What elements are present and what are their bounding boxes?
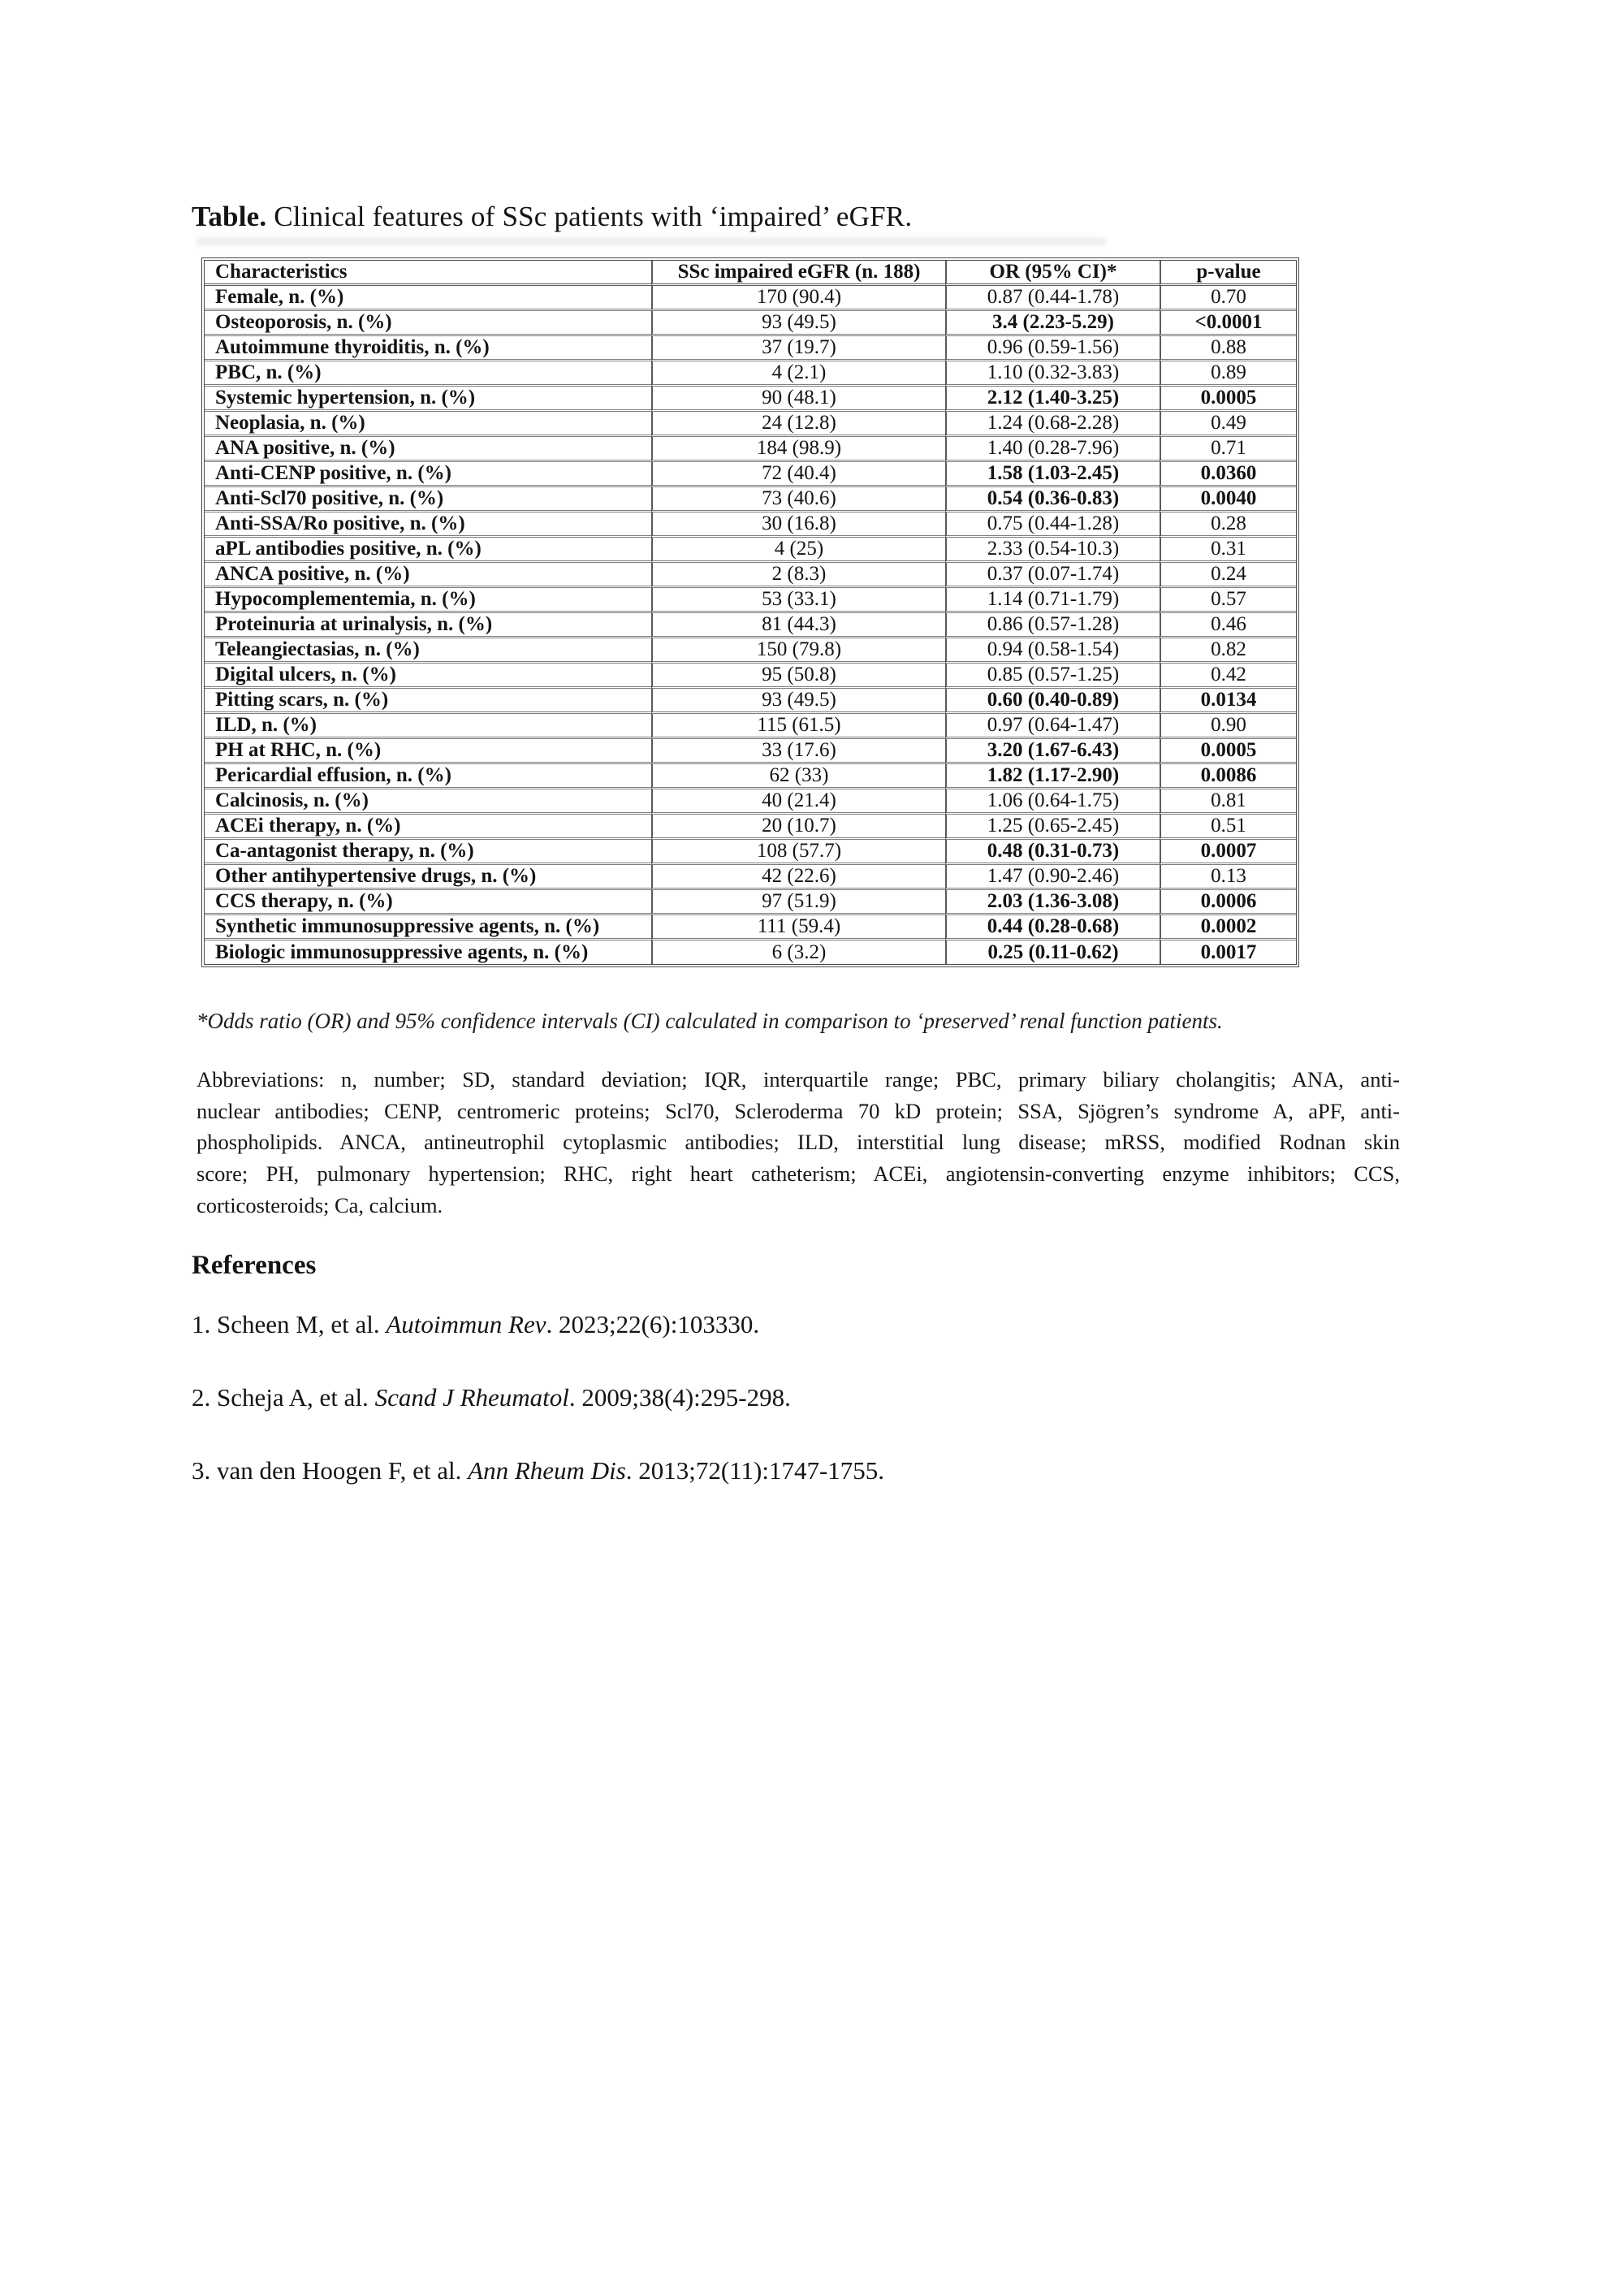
or-ci-cell: 0.37 (0.07-1.74) — [945, 563, 1160, 588]
table-row — [205, 437, 1296, 462]
or-ci-cell: 1.82 (1.17-2.90) — [945, 764, 1160, 789]
p-value-cell: 0.28 — [1160, 512, 1296, 538]
table-row — [205, 462, 1296, 487]
table-title — [192, 200, 912, 234]
or-ci-cell: 3.20 (1.67-6.43) — [945, 739, 1160, 764]
characteristic-cell: Synthetic immunosuppressive agents, n. (%) — [205, 915, 651, 940]
or-ci-cell: 1.25 (0.65-2.45) — [945, 815, 1160, 840]
or-ci-cell: 0.54 (0.36-0.83) — [945, 487, 1160, 512]
header-characteristics: Characteristics — [205, 261, 651, 286]
reference-journal: Autoimmun Rev — [386, 1310, 546, 1338]
table-row — [205, 664, 1296, 689]
table-footnote: *Odds ratio (OR) and 95% confidence intervals (CI) calculated in comparison to ‘preserved’ renal function patients. — [197, 1009, 1223, 1033]
or-ci-cell: 0.60 (0.40-0.89) — [945, 689, 1160, 714]
or-ci-cell: 0.25 (0.11-0.62) — [945, 940, 1160, 964]
p-value-cell: 0.51 — [1160, 815, 1296, 840]
abbreviation-line: nuclear antibodies; CENP, centromeric proteins; Scl70, Scleroderma 70 kD protein; SSA, Sjögren’s syndrome A, aPF, anti- — [197, 1098, 1400, 1123]
characteristic-cell: Pitting scars, n. (%) — [205, 689, 651, 714]
table-row — [205, 739, 1296, 764]
n-percent-cell: 42 (22.6) — [651, 865, 945, 890]
table-body — [205, 286, 1296, 964]
or-ci-cell: 1.06 (0.64-1.75) — [945, 789, 1160, 815]
table-row — [205, 890, 1296, 915]
header-p-value: p-value — [1160, 261, 1296, 286]
characteristic-cell: Pericardial effusion, n. (%) — [205, 764, 651, 789]
characteristic-cell: Calcinosis, n. (%) — [205, 789, 651, 815]
or-ci-cell: 0.96 (0.59-1.56) — [945, 336, 1160, 361]
p-value-cell: 0.82 — [1160, 638, 1296, 664]
or-ci-cell: 1.24 (0.68-2.28) — [945, 412, 1160, 437]
p-value-cell: 0.49 — [1160, 412, 1296, 437]
references-list — [192, 1309, 1410, 1529]
reference-authors: 1. Scheen M, et al. — [192, 1310, 387, 1338]
table-row — [205, 563, 1296, 588]
characteristic-cell: Osteoporosis, n. (%) — [205, 311, 651, 336]
table-row — [205, 387, 1296, 412]
table-row — [205, 789, 1296, 815]
p-value-cell: 0.0005 — [1160, 387, 1296, 412]
n-percent-cell: 40 (21.4) — [651, 789, 945, 815]
or-ci-cell: 2.33 (0.54-10.3) — [945, 538, 1160, 563]
characteristic-cell: CCS therapy, n. (%) — [205, 890, 651, 915]
reference-item — [192, 1455, 1410, 1486]
n-percent-cell: 90 (48.1) — [651, 387, 945, 412]
characteristic-cell: Anti-SSA/Ro positive, n. (%) — [205, 512, 651, 538]
characteristic-cell: aPL antibodies positive, n. (%) — [205, 538, 651, 563]
n-percent-cell: 81 (44.3) — [651, 613, 945, 638]
n-percent-cell: 97 (51.9) — [651, 890, 945, 915]
abbreviation-line: corticosteroids; Ca, calcium. — [197, 1192, 443, 1217]
abbreviations — [197, 1064, 1400, 1222]
reference-item — [192, 1309, 1410, 1340]
p-value-cell: 0.89 — [1160, 361, 1296, 387]
table-row — [205, 361, 1296, 387]
n-percent-cell: 37 (19.7) — [651, 336, 945, 361]
n-percent-cell: 115 (61.5) — [651, 714, 945, 739]
reference-journal: Ann Rheum Dis — [468, 1456, 626, 1485]
abbreviation-line: phospholipids. ANCA, antineutrophil cytoplasmic antibodies; ILD, interstitial lung disease; mRSS, modified Rodnan skin — [197, 1130, 1400, 1155]
reference-citation: . 2009;38(4):295-298. — [568, 1383, 791, 1412]
n-percent-cell: 93 (49.5) — [651, 689, 945, 714]
header-ssc-impaired-egfr: SSc impaired eGFR (n. 188) — [651, 261, 945, 286]
abbreviation-line: score; PH, pulmonary hypertension; RHC, right heart catheterism; ACEi, angiotensin-converting enzyme inhibitors; CCS, — [197, 1161, 1400, 1187]
p-value-cell: 0.70 — [1160, 286, 1296, 311]
p-value-cell: <0.0001 — [1160, 311, 1296, 336]
table-row — [205, 865, 1296, 890]
p-value-cell: 0.0017 — [1160, 940, 1296, 964]
table-row — [205, 915, 1296, 940]
characteristic-cell: ANA positive, n. (%) — [205, 437, 651, 462]
or-ci-cell: 1.40 (0.28-7.96) — [945, 437, 1160, 462]
characteristic-cell: Systemic hypertension, n. (%) — [205, 387, 651, 412]
characteristic-cell: Anti-CENP positive, n. (%) — [205, 462, 651, 487]
n-percent-cell: 184 (98.9) — [651, 437, 945, 462]
table-row — [205, 815, 1296, 840]
n-percent-cell: 108 (57.7) — [651, 840, 945, 865]
or-ci-cell: 0.75 (0.44-1.28) — [945, 512, 1160, 538]
p-value-cell: 0.0002 — [1160, 915, 1296, 940]
n-percent-cell: 72 (40.4) — [651, 462, 945, 487]
n-percent-cell: 33 (17.6) — [651, 739, 945, 764]
reference-authors: 3. van den Hoogen F, et al. — [192, 1456, 469, 1485]
p-value-cell: 0.57 — [1160, 588, 1296, 613]
n-percent-cell: 93 (49.5) — [651, 311, 945, 336]
p-value-cell: 0.46 — [1160, 613, 1296, 638]
n-percent-cell: 2 (8.3) — [651, 563, 945, 588]
p-value-cell: 0.24 — [1160, 563, 1296, 588]
table-row — [205, 714, 1296, 739]
characteristic-cell: ACEi therapy, n. (%) — [205, 815, 651, 840]
reference-citation: . 2023;22(6):103330. — [546, 1310, 760, 1338]
references-heading: References — [192, 1251, 317, 1280]
scan-artifact — [197, 237, 1106, 246]
characteristic-cell: Proteinuria at urinalysis, n. (%) — [205, 613, 651, 638]
clinical-features-table — [201, 257, 1299, 967]
characteristic-cell: Biologic immunosuppressive agents, n. (%) — [215, 940, 589, 963]
or-ci-cell: 1.10 (0.32-3.83) — [945, 361, 1160, 387]
table-row — [205, 512, 1296, 538]
table-row — [205, 336, 1296, 361]
reference-authors: 2. Scheja A, et al. — [192, 1383, 375, 1412]
characteristic-cell: Anti-Scl70 positive, n. (%) — [205, 487, 651, 512]
table-row — [205, 487, 1296, 512]
or-ci-cell: 1.14 (0.71-1.79) — [945, 588, 1160, 613]
n-percent-cell: 170 (90.4) — [651, 286, 945, 311]
table-row — [205, 286, 1296, 311]
n-percent-cell: 24 (12.8) — [651, 412, 945, 437]
table-row — [205, 613, 1296, 638]
p-value-cell: 0.0007 — [1160, 840, 1296, 865]
or-ci-cell: 0.85 (0.57-1.25) — [945, 664, 1160, 689]
n-percent-cell: 150 (79.8) — [651, 638, 945, 664]
or-ci-cell: 0.86 (0.57-1.28) — [945, 613, 1160, 638]
table-row — [205, 311, 1296, 336]
characteristic-cell: Neoplasia, n. (%) — [205, 412, 651, 437]
reference-journal: Scand J Rheumatol — [374, 1383, 569, 1412]
n-percent-cell: 6 (3.2) — [651, 940, 945, 964]
table-title-label: Table. — [192, 201, 267, 232]
p-value-cell: 0.88 — [1160, 336, 1296, 361]
p-value-cell: 0.0040 — [1160, 487, 1296, 512]
characteristic-cell: PH at RHC, n. (%) — [205, 739, 651, 764]
n-percent-cell: 30 (16.8) — [651, 512, 945, 538]
or-ci-cell: 0.87 (0.44-1.78) — [945, 286, 1160, 311]
characteristic-cell: Other antihypertensive drugs, n. (%) — [205, 865, 651, 890]
table-row — [205, 840, 1296, 865]
n-percent-cell: 62 (33) — [651, 764, 945, 789]
p-value-cell: 0.42 — [1160, 664, 1296, 689]
reference-citation: . 2013;72(11):1747-1755. — [625, 1456, 885, 1485]
or-ci-cell: 1.58 (1.03-2.45) — [945, 462, 1160, 487]
characteristic-cell: Hypocomplementemia, n. (%) — [205, 588, 651, 613]
p-value-cell: 0.0006 — [1160, 890, 1296, 915]
p-value-cell: 0.81 — [1160, 789, 1296, 815]
n-percent-cell: 73 (40.6) — [651, 487, 945, 512]
table-row — [205, 538, 1296, 563]
characteristic-cell: ANCA positive, n. (%) — [205, 563, 651, 588]
or-ci-cell: 2.03 (1.36-3.08) — [945, 890, 1160, 915]
or-ci-cell: 1.47 (0.90-2.46) — [945, 865, 1160, 890]
p-value-cell: 0.0005 — [1160, 739, 1296, 764]
table-title-text: Clinical features of SSc patients with ‘impaired’ eGFR. — [266, 201, 913, 232]
or-ci-cell: 0.44 (0.28-0.68) — [945, 915, 1160, 940]
table-row — [205, 638, 1296, 664]
characteristic-cell: ILD, n. (%) — [205, 714, 651, 739]
or-ci-cell: 3.4 (2.23-5.29) — [945, 311, 1160, 336]
p-value-cell: 0.90 — [1160, 714, 1296, 739]
n-percent-cell: 111 (59.4) — [651, 915, 945, 940]
characteristic-cell: Ca-antagonist therapy, n. (%) — [205, 840, 651, 865]
characteristic-cell: Digital ulcers, n. (%) — [205, 664, 651, 689]
or-ci-cell: 2.12 (1.40-3.25) — [945, 387, 1160, 412]
characteristic-cell: Autoimmune thyroiditis, n. (%) — [205, 336, 651, 361]
table-row — [205, 764, 1296, 789]
header-or-ci: OR (95% CI)* — [945, 261, 1160, 286]
characteristic-cell: Female, n. (%) — [205, 286, 651, 311]
n-percent-cell: 20 (10.7) — [651, 815, 945, 840]
n-percent-cell: 95 (50.8) — [651, 664, 945, 689]
p-value-cell: 0.0134 — [1160, 689, 1296, 714]
reference-item — [192, 1382, 1410, 1413]
p-value-cell: 0.13 — [1160, 865, 1296, 890]
p-value-cell: 0.0360 — [1160, 462, 1296, 487]
p-value-cell: 0.71 — [1160, 437, 1296, 462]
n-percent-cell: 4 (2.1) — [651, 361, 945, 387]
characteristic-cell: Teleangiectasias, n. (%) — [205, 638, 651, 664]
p-value-cell: 0.31 — [1160, 538, 1296, 563]
n-percent-cell: 53 (33.1) — [651, 588, 945, 613]
p-value-cell: 0.0086 — [1160, 764, 1296, 789]
table-header-row — [205, 261, 1296, 286]
table-row — [205, 588, 1296, 613]
table-row — [205, 940, 1296, 964]
table-row — [205, 412, 1296, 437]
abbreviation-line: Abbreviations: n, number; SD, standard deviation; IQR, interquartile range; PBC, primary biliary cholangitis; ANA, anti- — [197, 1067, 1400, 1092]
or-ci-cell: 0.48 (0.31-0.73) — [945, 840, 1160, 865]
or-ci-cell: 0.94 (0.58-1.54) — [945, 638, 1160, 664]
n-percent-cell: 4 (25) — [651, 538, 945, 563]
or-ci-cell: 0.97 (0.64-1.47) — [945, 714, 1160, 739]
characteristic-cell: PBC, n. (%) — [205, 361, 651, 387]
table-row — [205, 689, 1296, 714]
